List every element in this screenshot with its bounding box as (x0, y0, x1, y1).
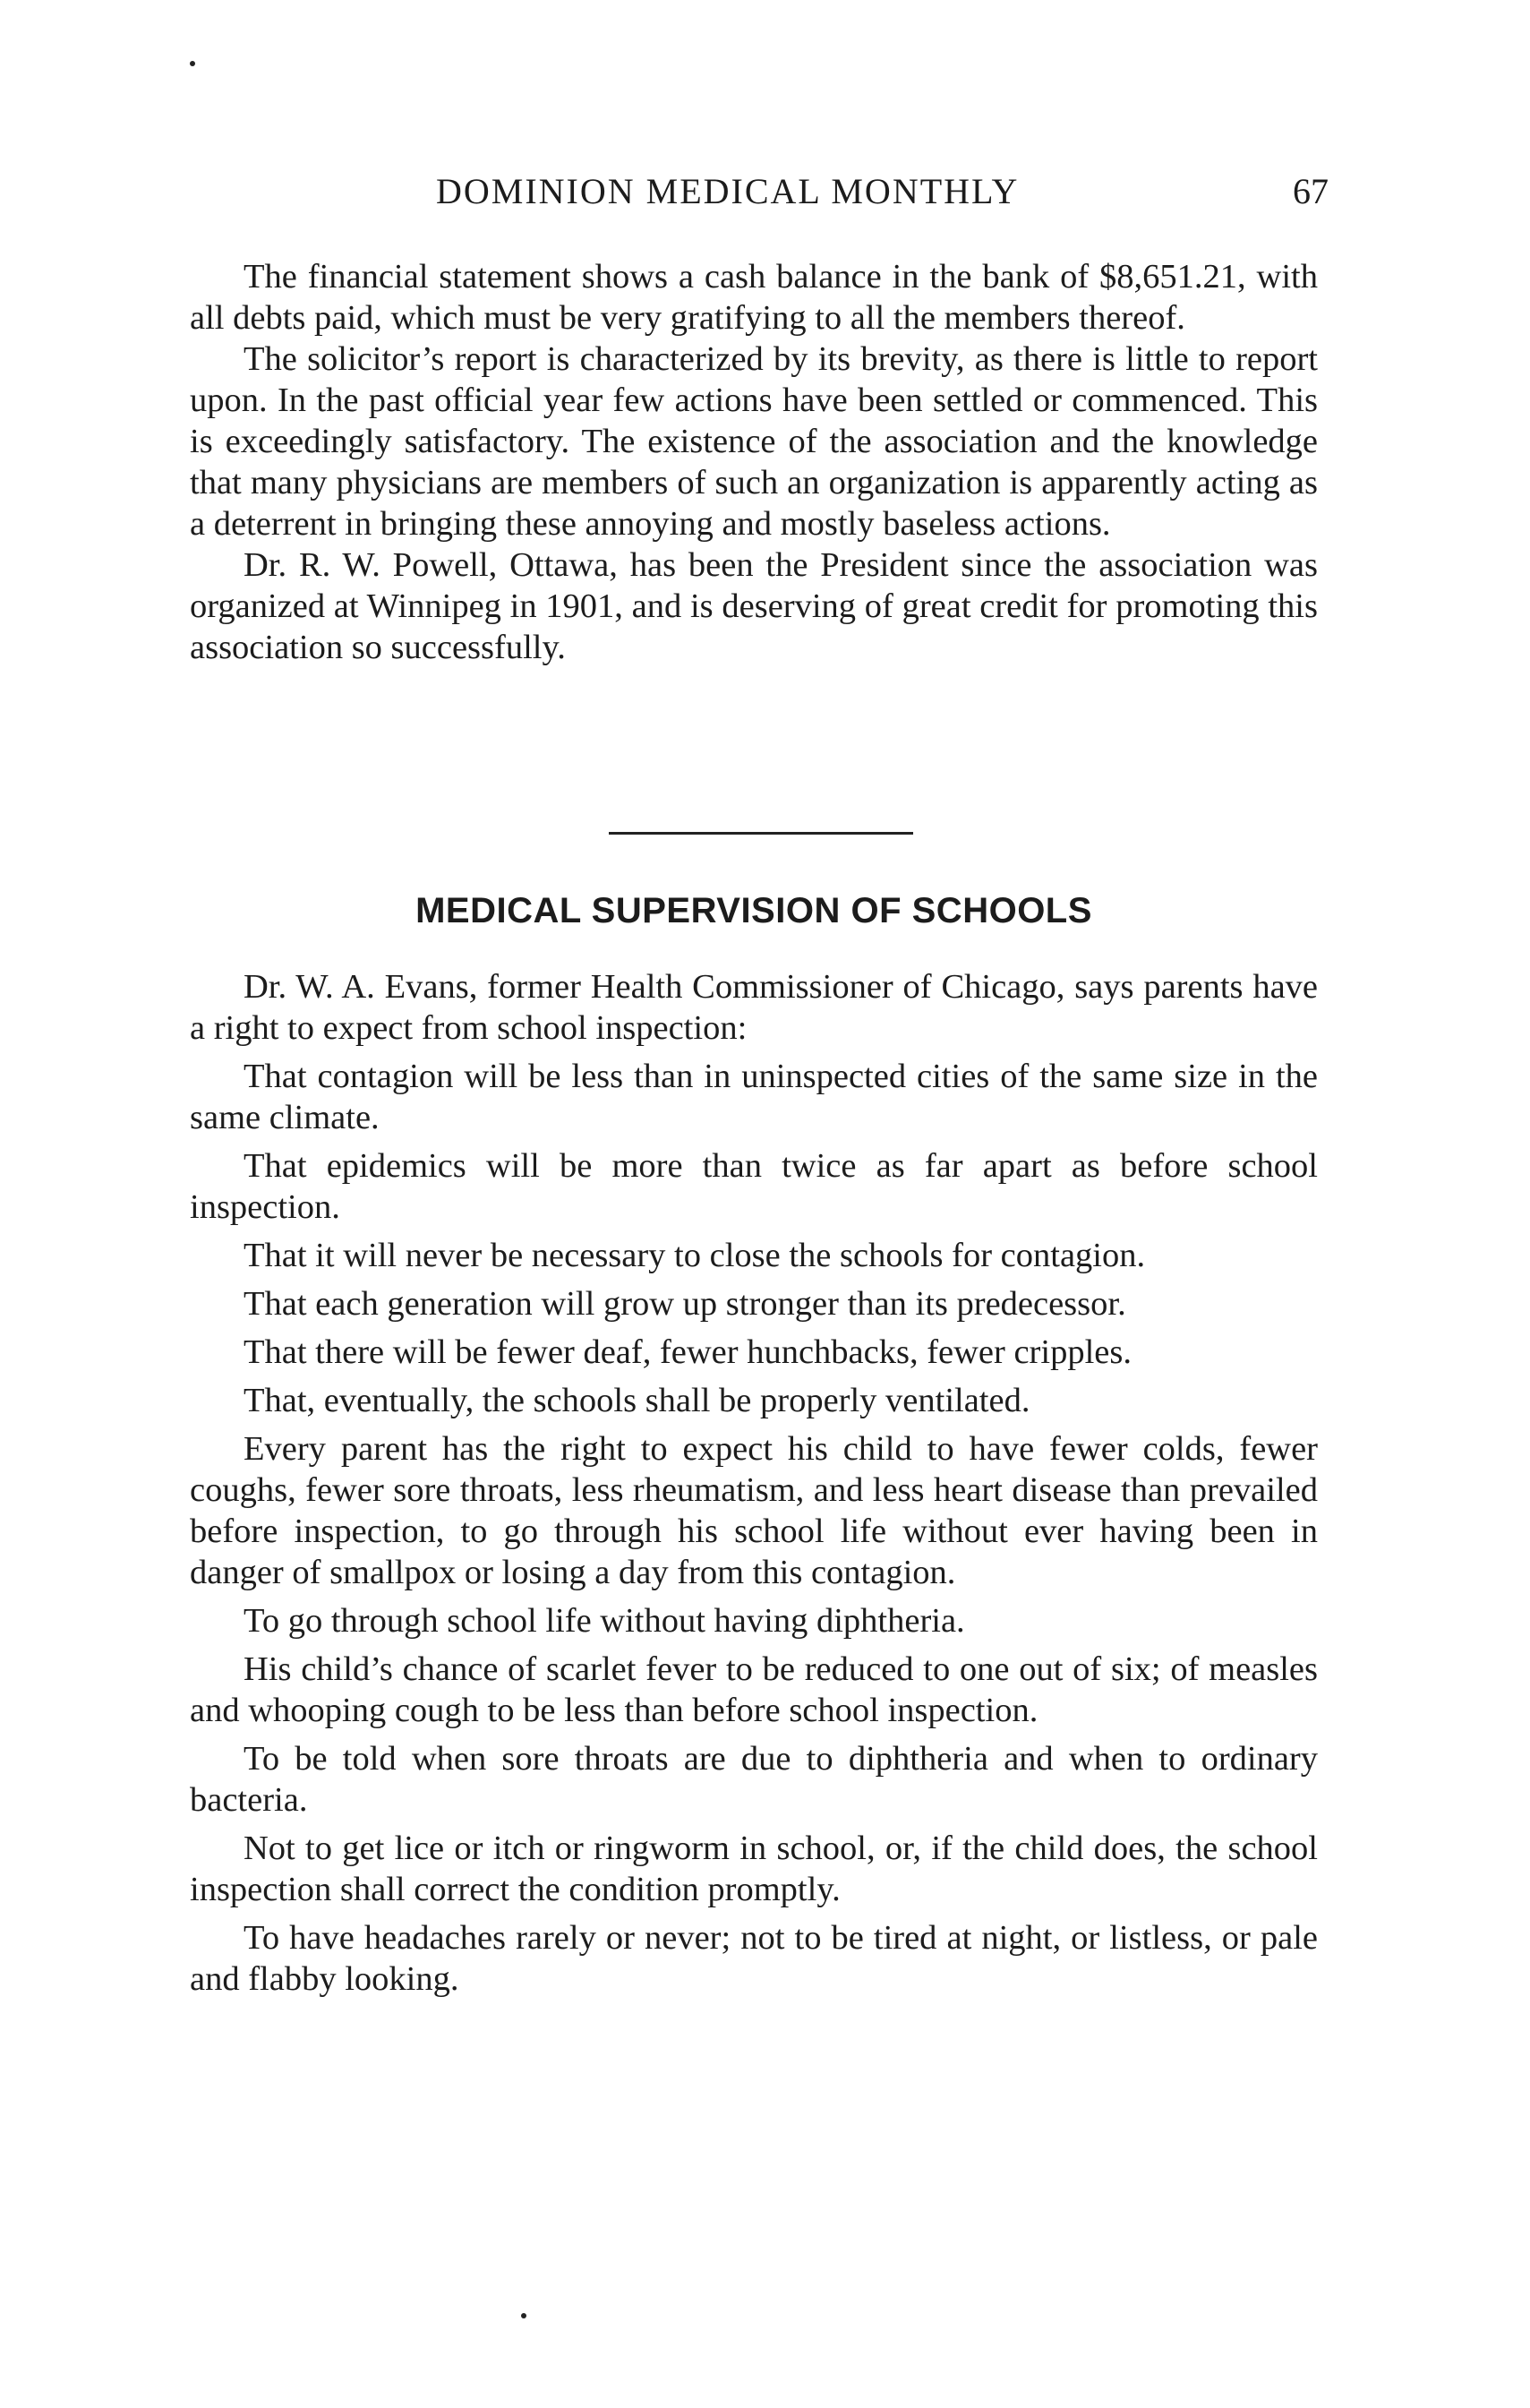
paragraph: The solicitor’s report is characterized by its brevity, as there is little to report upon. In the past official year few actions have been settled or commenced. This is exceedingly satisfactory. The existence of the association and the knowledge that many physicians are members of such an organization is apparently acting as a deterrent in bringing these annoying and mostly baseless actions. (190, 340, 1318, 543)
previous-article-text (190, 256, 1318, 668)
paragraph: That there will be fewer deaf, fewer hunchbacks, fewer cripples. (244, 1333, 1132, 1371)
paragraph: Every parent has the right to expect his child to have fewer colds, fewer coughs, fewer sore throats, less rheumatism, and less heart disease than prevailed before inspection, to go through his school life without ever having been in danger of smallpox or losing a day from this contagion. (190, 1430, 1318, 1591)
paragraph: The financial statement shows a cash balance in the bank of $8,651.21, with all debts paid, which must be very gratifying to all the members thereof. (190, 258, 1318, 337)
print-speck-top (190, 61, 195, 66)
paragraph: That contagion will be less than in uninspected cities of the same size in the same climate. (190, 1058, 1318, 1136)
paragraph: That each generation will grow up stronger than its predecessor. (244, 1285, 1126, 1323)
running-title: DOMINION MEDICAL MONTHLY (436, 171, 1020, 211)
article-title: MEDICAL SUPERVISION OF SCHOOLS (415, 891, 1092, 930)
paragraph: Dr. R. W. Powell, Ottawa, has been the President since the association was organized at Winnipeg in 1901, and is deserving of great credit for promoting this association so successfully. (190, 546, 1318, 666)
paragraph: His child’s chance of scarlet fever to be reduced to one out of six; of measles and whooping cough to be less than before school inspection. (190, 1650, 1318, 1729)
paragraph: Not to get lice or itch or ringworm in school, or, if the child does, the school inspection shall correct the condition promptly. (190, 1830, 1318, 1908)
paragraph: That, eventually, the schools shall be properly ventilated. (244, 1382, 1030, 1419)
paragraph: That epidemics will be more than twice as far apart as before school inspection. (190, 1147, 1318, 1226)
print-speck-bottom (521, 2313, 526, 2318)
paragraph: To be told when sore throats are due to diphtheria and when to ordinary bacteria. (190, 1740, 1318, 1819)
paragraph: To go through school life without having diphtheria. (244, 1602, 965, 1640)
running-head (190, 170, 1336, 215)
section-divider (609, 832, 913, 835)
paragraph: That it will never be necessary to close the schools for contagion. (244, 1237, 1146, 1274)
article-body (190, 966, 1318, 2007)
paragraph: Dr. W. A. Evans, former Health Commissioner of Chicago, says parents have a right to expect from school inspection: (190, 968, 1318, 1047)
paragraph: To have headaches rarely or never; not to be tired at night, or listless, or pale and flabby looking. (190, 1919, 1318, 1998)
page-number: 67 (1293, 171, 1329, 211)
